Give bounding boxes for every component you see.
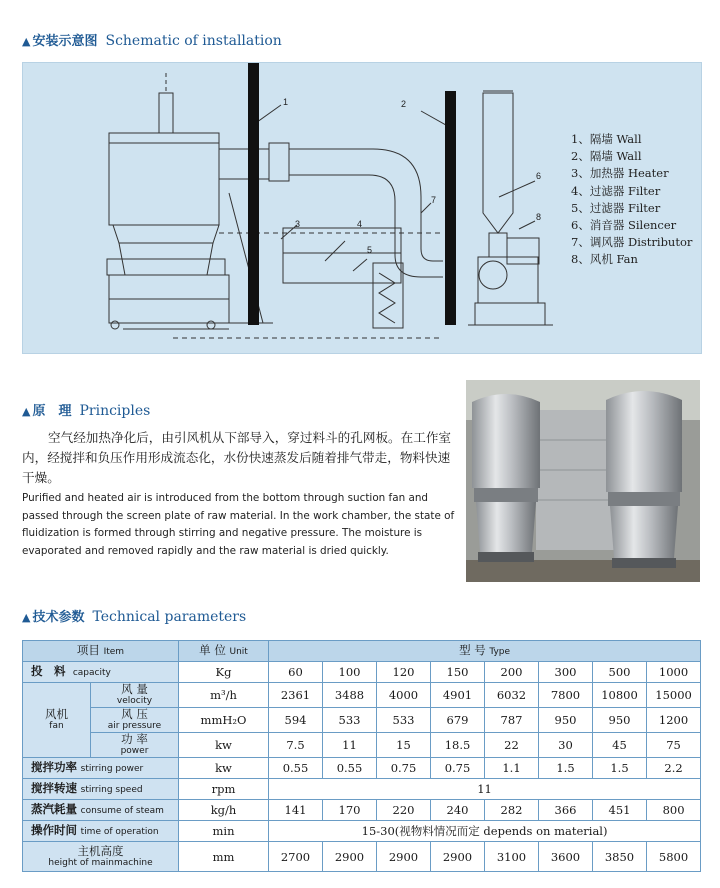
- row-label-velocity: 风 量 velocity: [91, 683, 179, 708]
- table-row: 搅拌功率 stirring power kw 0.55 0.55 0.75 0.75 1.1 1.5 1.5 2.2: [23, 758, 701, 779]
- legend-item: 6、消音器 Silencer: [571, 218, 677, 233]
- callout-7: 7: [431, 195, 437, 205]
- schematic-legend: [571, 131, 692, 269]
- table-row: 搅拌转速 stirring speed rpm 11: [23, 779, 701, 800]
- table-row: 操作时间 time of operation min 15-30(视物料情况而定 depends on material): [23, 821, 701, 842]
- legend-item: 1、隔墙 Wall: [571, 132, 642, 146]
- callout-6: 6: [536, 171, 542, 181]
- header-type: 型 号 Type: [269, 641, 701, 662]
- header-unit: 单 位 Unit: [179, 641, 269, 662]
- product-photo: [466, 380, 700, 582]
- table-row: 功 率 power kw 7.5 11 15 18.5 22 30 45 75: [23, 733, 701, 758]
- table-row: 主机高度 height of mainmachine mm 2700 2900 2900 2900 3100 3600 3850 5800: [23, 842, 701, 872]
- callout-5: 5: [367, 245, 373, 255]
- installation-schematic: [22, 62, 702, 354]
- table-row: 投 料 capacity Kg 60 100 120 150 200 300 500 1000: [23, 662, 701, 683]
- legend-item: 5、过滤器 Filter: [571, 200, 661, 215]
- legend-item: 3、加热器 Heater: [571, 166, 669, 181]
- table-header-row: [23, 641, 701, 662]
- header-item: 项目 Item: [23, 641, 179, 662]
- legend-item: 4、过滤器 Filter: [571, 183, 661, 198]
- principles-text-cn: 空气经加热净化后，由引风机从下部导入，穿过料斗的孔网板。在工作室内，经搅拌和负压作用形成流态化，水份快速蒸发后随着排气带走，物料快速干燥。: [22, 430, 451, 485]
- dryer-body: [109, 133, 219, 225]
- row-label-power: 功 率 power: [91, 733, 179, 758]
- legend-item: 8、风机 Fan: [571, 252, 638, 267]
- row-label-operation-time: 操作时间 time of operation: [23, 821, 179, 842]
- wall-1: [248, 63, 259, 325]
- technical-parameters-table: [22, 640, 701, 872]
- row-label-capacity: 投 料 capacity: [23, 662, 179, 683]
- row-label-fan: 风机 fan: [23, 683, 91, 758]
- principles-text-en: Purified and heated air is introduced from the bottom through suction fan and passed through the screen plate of raw material. In the work chamber, the state of fluidization is formed through stirring and negative pressure. The moisture is evaporated and removed rapidly and the raw material is dried quickly.: [22, 492, 455, 557]
- callout-1: 1: [283, 97, 289, 107]
- principles-section-title: ▲ 原 理 Principles: [22, 403, 151, 419]
- row-label-height: 主机高度 height of mainmachine: [23, 842, 179, 872]
- callout-8: 8: [536, 212, 542, 222]
- legend-item: 2、隔墙 Wall: [571, 149, 642, 164]
- install-section-title: ▲ 安装示意图 Schematic of installation: [22, 33, 282, 49]
- row-label-steam: 蒸汽耗量 consume of steam: [23, 800, 179, 821]
- tech-section-title: ▲ 技术参数 Technical parameters: [22, 609, 247, 625]
- row-label-stirring-speed: 搅拌转速 stirring speed: [23, 779, 179, 800]
- table-row: 风 压 air pressure mmH₂O 594 533 533 679 787 950 950 1200: [23, 708, 701, 733]
- legend-item: 7、调风器 Distributor: [571, 235, 693, 250]
- row-label-stirring-power: 搅拌功率 stirring power: [23, 758, 179, 779]
- silencer: [483, 93, 513, 233]
- callout-2: 2: [401, 99, 407, 109]
- dryer-photo-drawing: [466, 380, 700, 582]
- table-row: 风机 fan 风 量 velocity m³/h 2361 3488 4000 4901 6032 7800 10800 15000: [23, 683, 701, 708]
- wall-2: [445, 91, 456, 325]
- callout-3: 3: [295, 219, 301, 229]
- row-label-air-pressure: 风 压 air pressure: [91, 708, 179, 733]
- table-row: 蒸汽耗量 consume of steam kg/h 141 170 220 240 282 366 451 800: [23, 800, 701, 821]
- callout-4: 4: [357, 219, 363, 229]
- heater-box: [283, 228, 401, 283]
